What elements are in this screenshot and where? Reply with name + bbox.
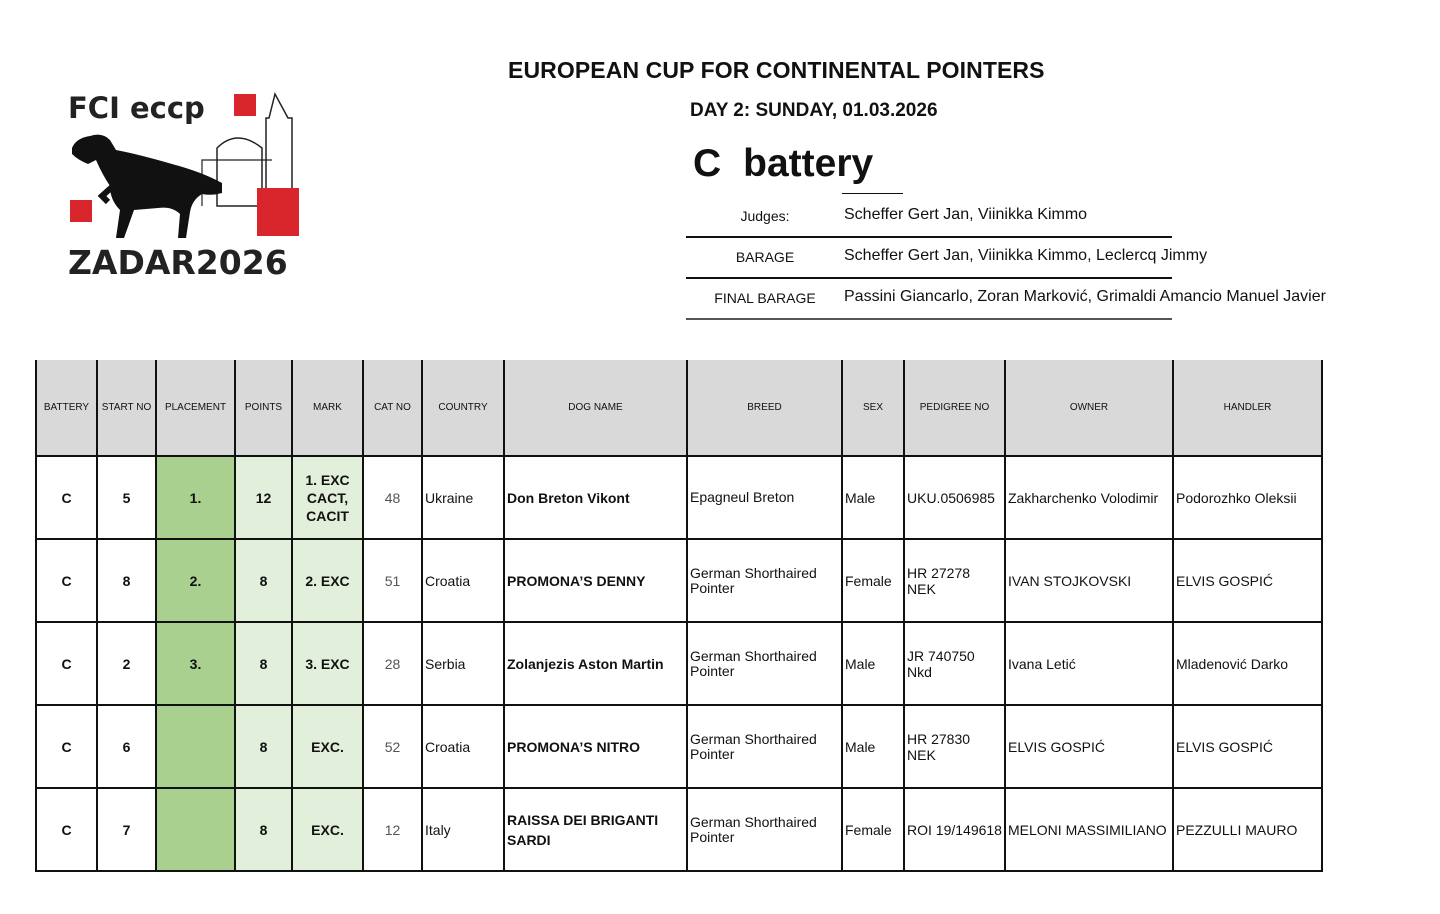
- barage-row: [686, 237, 1208, 279]
- handler-cell: Podorozhko Oleksii: [1173, 456, 1322, 539]
- owner-cell: MELONI MASSIMILIANO: [1005, 788, 1173, 871]
- battery-word: battery: [743, 142, 874, 185]
- fci-eccp-zadar-2026-logo: [62, 88, 307, 283]
- breed-line: German Shorthaired: [690, 730, 817, 747]
- column-header: HANDLER: [1173, 360, 1322, 456]
- logo-red-square: [234, 94, 256, 116]
- logo-graphic: [62, 88, 307, 283]
- column-header: DOG NAME: [504, 360, 687, 456]
- breed-line: Pointer: [690, 579, 735, 596]
- country-cell: Croatia: [422, 539, 504, 622]
- event-day: DAY 2: SUNDAY, 01.03.2026: [690, 100, 938, 121]
- cat-no-cell: 12: [363, 788, 422, 871]
- breed-line: German Shorthaired: [690, 564, 817, 581]
- barage-label: BARAGE: [735, 249, 795, 265]
- mark-cell: [292, 539, 363, 622]
- battery-cell: C: [36, 456, 97, 539]
- mark-cell: [292, 788, 363, 871]
- breed-cell: [687, 788, 842, 871]
- pedigree-no-cell: HR 27278 NEK: [904, 539, 1005, 622]
- owner-cell: ELVIS GOSPIĆ: [1005, 705, 1173, 788]
- breed-cell: [687, 456, 842, 539]
- breed-line: Epagneul Breton: [690, 489, 795, 505]
- dog-name-cell: Don Breton Vikont: [504, 456, 687, 539]
- column-header: OWNER: [1005, 360, 1173, 456]
- battery-cell: C: [36, 539, 97, 622]
- logo-red-square: [257, 188, 299, 236]
- placement-cell: 1.: [156, 456, 235, 539]
- points-cell: 8: [235, 788, 292, 871]
- mark-line: EXC.: [311, 738, 344, 755]
- placement-cell: [156, 788, 235, 871]
- barage-value: Scheffer Gert Jan, Viinikka Kimmo, Leclercq Jimmy: [844, 247, 1208, 264]
- pedigree-no-cell: ROI 19/149618: [904, 788, 1005, 871]
- mark-line: 1. EXC: [305, 471, 350, 488]
- points-cell: 8: [235, 539, 292, 622]
- column-header: MARK: [292, 360, 363, 456]
- column-header: BATTERY: [36, 360, 97, 456]
- country-cell: Croatia: [422, 705, 504, 788]
- final-barage-label: FINAL BARAGE: [714, 290, 816, 306]
- breed-cell: [687, 539, 842, 622]
- judges-label: Judges:: [740, 208, 790, 224]
- dog-name-cell: PROMONA’S NITRO: [504, 705, 687, 788]
- points-cell: 8: [235, 622, 292, 705]
- dog-name-cell: Zolanjezis Aston Martin: [504, 622, 687, 705]
- points-cell: 12: [235, 456, 292, 539]
- mark-cell: [292, 622, 363, 705]
- church-icon: [217, 138, 262, 206]
- breed-line: German Shorthaired: [690, 813, 817, 830]
- column-header: PEDIGREE NO: [904, 360, 1005, 456]
- column-header: BREED: [687, 360, 842, 456]
- logo-red-square: [70, 200, 92, 222]
- placement-cell: [156, 705, 235, 788]
- breed-line: Pointer: [690, 828, 735, 845]
- mark-line: 3. EXC: [305, 655, 350, 672]
- start-no-cell: 7: [97, 788, 156, 871]
- points-cell: 8: [235, 705, 292, 788]
- logo-top-text: FCI eccp: [68, 91, 205, 125]
- table-row: [36, 539, 1322, 622]
- mark-cell: [292, 456, 363, 539]
- country-cell: Italy: [422, 788, 504, 871]
- judges-row: [686, 196, 1172, 238]
- column-header: PLACEMENT: [156, 360, 235, 456]
- handler-cell: ELVIS GOSPIĆ: [1173, 705, 1322, 788]
- mark-line: CACIT: [306, 507, 349, 524]
- pointer-dog-icon: [72, 135, 222, 238]
- sex-cell: Female: [842, 539, 904, 622]
- battery-heading: [693, 142, 873, 186]
- mark-cell: [292, 705, 363, 788]
- start-no-cell: 6: [97, 705, 156, 788]
- dog-name-cell: PROMONA’S DENNY: [504, 539, 687, 622]
- pedigree-no-cell: HR 27830 NEK: [904, 705, 1005, 788]
- column-header: POINTS: [235, 360, 292, 456]
- country-cell: Ukraine: [422, 456, 504, 539]
- sex-cell: Female: [842, 788, 904, 871]
- breed-line: Pointer: [690, 662, 735, 679]
- mark-line: EXC.: [311, 821, 344, 838]
- table-row: [36, 456, 1322, 539]
- pedigree-no-cell: UKU.0506985: [904, 456, 1005, 539]
- divider: [842, 193, 903, 194]
- mark-line: CACT,: [306, 489, 349, 506]
- cat-no-cell: 52: [363, 705, 422, 788]
- cat-no-cell: 51: [363, 539, 422, 622]
- cat-no-cell: 28: [363, 622, 422, 705]
- battery-cell: C: [36, 705, 97, 788]
- table-row: [36, 788, 1322, 871]
- logo-bottom-text: ZADAR2026: [68, 243, 288, 282]
- results-table: [35, 360, 1323, 872]
- final-barage-value: Passini Giancarlo, Zoran Marković, Grimaldi Amancio Manuel Javier: [844, 288, 1326, 305]
- table-row: [36, 622, 1322, 705]
- country-cell: Serbia: [422, 622, 504, 705]
- breed-cell: [687, 705, 842, 788]
- mark-line: 2. EXC: [305, 572, 350, 589]
- column-header: SEX: [842, 360, 904, 456]
- column-header: CAT NO: [363, 360, 422, 456]
- breed-line: Pointer: [690, 745, 735, 762]
- sex-cell: Male: [842, 456, 904, 539]
- page-title: EUROPEAN CUP FOR CONTINENTAL POINTERS: [508, 57, 1045, 83]
- breed-cell: [687, 622, 842, 705]
- sex-cell: Male: [842, 622, 904, 705]
- table-header-row: [36, 360, 1322, 456]
- owner-cell: Zakharchenko Volodimir: [1005, 456, 1173, 539]
- battery-cell: C: [36, 622, 97, 705]
- handler-cell: ELVIS GOSPIĆ: [1173, 539, 1322, 622]
- judges-value: Scheffer Gert Jan, Viinikka Kimmo: [844, 206, 1088, 223]
- table-row: [36, 705, 1322, 788]
- battery-cell: C: [36, 788, 97, 871]
- column-header: START NO: [97, 360, 156, 456]
- handler-cell: Mladenović Darko: [1173, 622, 1322, 705]
- pedigree-no-cell: JR 740750 Nkd: [904, 622, 1005, 705]
- start-no-cell: 5: [97, 456, 156, 539]
- breed-line: German Shorthaired: [690, 647, 817, 664]
- handler-cell: PEZZULLI MAURO: [1173, 788, 1322, 871]
- battery-letter: C: [693, 142, 722, 185]
- sex-cell: Male: [842, 705, 904, 788]
- column-header: COUNTRY: [422, 360, 504, 456]
- cat-no-cell: 48: [363, 456, 422, 539]
- owner-cell: IVAN STOJKOVSKI: [1005, 539, 1173, 622]
- final-barage-row: [686, 278, 1326, 320]
- owner-cell: Ivana Letić: [1005, 622, 1173, 705]
- start-no-cell: 2: [97, 622, 156, 705]
- start-no-cell: 8: [97, 539, 156, 622]
- placement-cell: 3.: [156, 622, 235, 705]
- dog-name-cell: RAISSA DEI BRIGANTI SARDI: [504, 788, 687, 871]
- placement-cell: 2.: [156, 539, 235, 622]
